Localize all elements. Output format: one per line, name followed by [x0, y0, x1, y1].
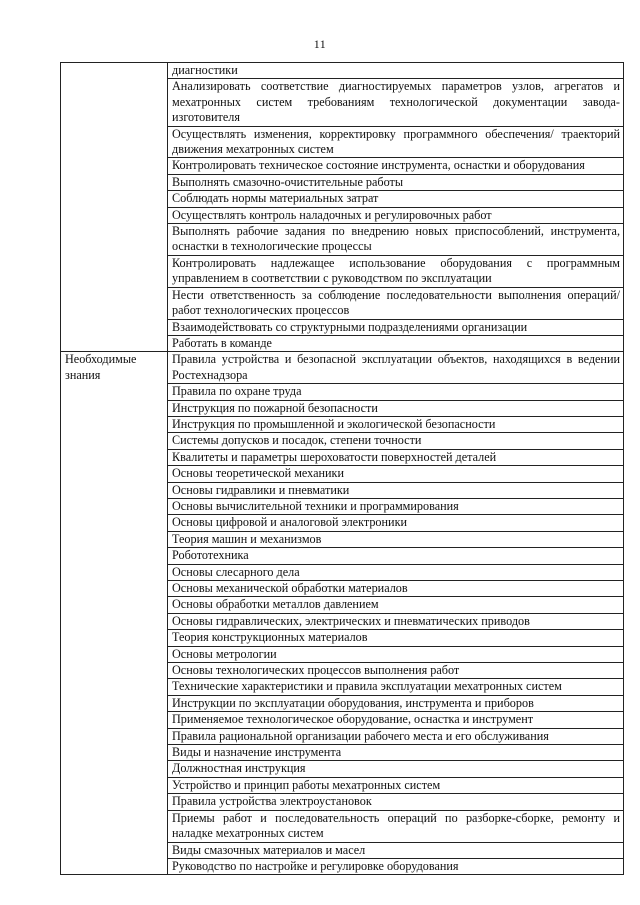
- knowledge-item: Правила устройства и безопасной эксплуатации объектов, находящихся в ведении Ростехнадзора: [168, 352, 624, 384]
- knowledge-item: Основы механической обработки материалов: [168, 581, 624, 597]
- knowledge-item: Основы метрологии: [168, 646, 624, 662]
- knowledge-item: Инструкция по пожарной безопасности: [168, 400, 624, 416]
- knowledge-item: Основы слесарного дела: [168, 564, 624, 580]
- table-row: [61, 352, 624, 384]
- skills-item: Работать в команде: [168, 335, 624, 351]
- requirements-table: [60, 62, 624, 875]
- table-row: [61, 63, 624, 79]
- knowledge-item: Виды и назначение инструмента: [168, 745, 624, 761]
- knowledge-item: Виды смазочных материалов и масел: [168, 842, 624, 858]
- knowledge-item: Основы гидравлики и пневматики: [168, 482, 624, 498]
- knowledge-item: Применяемое технологическое оборудование, оснастка и инструмент: [168, 712, 624, 728]
- skills-item: Выполнять смазочно-очистительные работы: [168, 174, 624, 190]
- knowledge-item: Технические характеристики и правила эксплуатации мехатронных систем: [168, 679, 624, 695]
- knowledge-item: Основы теоретической механики: [168, 466, 624, 482]
- skills-item: Выполнять рабочие задания по внедрению новых приспособлений, инструмента, оснастки в технологические процессы: [168, 224, 624, 256]
- knowledge-item: Основы обработки металлов давлением: [168, 597, 624, 613]
- knowledge-item: Приемы работ и последовательность операций по разборке-сборке, ремонту и наладке мехатронных систем: [168, 810, 624, 842]
- knowledge-item: Правила рациональной организации рабочего места и его обслуживания: [168, 728, 624, 744]
- skills-item: Анализировать соответствие диагностируемых параметров узлов, агрегатов и мехатронных систем требованиям технологической документации завода-изготовителя: [168, 79, 624, 126]
- knowledge-item: Руководство по настройке и регулировке оборудования: [168, 858, 624, 874]
- skills-group-label: [61, 63, 168, 352]
- knowledge-group-label: Необходимые знания: [61, 352, 168, 875]
- skills-item: диагностики: [168, 63, 624, 79]
- skills-item: Соблюдать нормы материальных затрат: [168, 191, 624, 207]
- knowledge-item: Основы гидравлических, электрических и пневматических приводов: [168, 613, 624, 629]
- knowledge-item: Теория машин и механизмов: [168, 531, 624, 547]
- knowledge-item: Основы цифровой и аналоговой электроники: [168, 515, 624, 531]
- knowledge-item: Основы вычислительной техники и программирования: [168, 498, 624, 514]
- skills-item: Контролировать техническое состояние инструмента, оснастки и оборудования: [168, 158, 624, 174]
- page-number: 11: [313, 37, 327, 51]
- knowledge-item: Устройство и принцип работы мехатронных систем: [168, 777, 624, 793]
- skills-item: Контролировать надлежащее использование оборудования с программным управлением в соответствии с руководством по эксплуатации: [168, 255, 624, 287]
- knowledge-item: Теория конструкционных материалов: [168, 630, 624, 646]
- knowledge-item: Инструкция по промышленной и экологической безопасности: [168, 416, 624, 432]
- skills-item: Взаимодействовать со структурными подразделениями организации: [168, 319, 624, 335]
- knowledge-item: Инструкции по эксплуатации оборудования, инструмента и приборов: [168, 695, 624, 711]
- knowledge-item: Квалитеты и параметры шероховатости поверхностей деталей: [168, 449, 624, 465]
- skills-item: Осуществлять изменения, корректировку программного обеспечения/ траекторий движения мехатронных систем: [168, 126, 624, 158]
- table-body: [61, 63, 624, 875]
- knowledge-item: Правила устройства электроустановок: [168, 794, 624, 810]
- knowledge-item: Робототехника: [168, 548, 624, 564]
- knowledge-item: Системы допусков и посадок, степени точности: [168, 433, 624, 449]
- skills-item: Осуществлять контроль наладочных и регулировочных работ: [168, 207, 624, 223]
- knowledge-item: Должностная инструкция: [168, 761, 624, 777]
- skills-item: Нести ответственность за соблюдение последовательности выполнения операций/работ технологических процессов: [168, 287, 624, 319]
- knowledge-item: Правила по охране труда: [168, 384, 624, 400]
- knowledge-item: Основы технологических процессов выполнения работ: [168, 663, 624, 679]
